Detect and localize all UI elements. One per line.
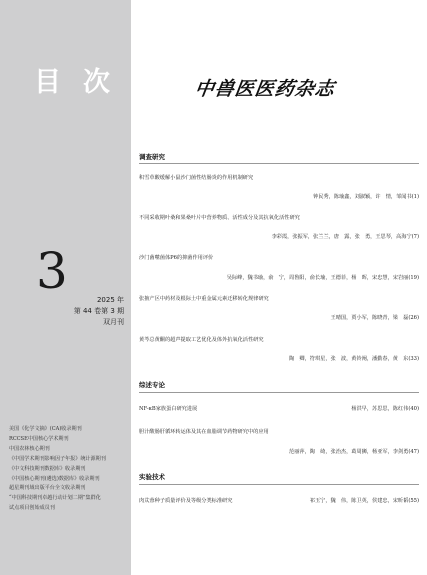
- article-authors: 范丽萍，陶 绮，张治杰，葛周狮，杨亚军，李剑勇(47): [289, 449, 419, 455]
- article-authors: 李彩霞，张振军，张兰兰，唐 露，张 勇，王思琴，高海宁(7): [271, 234, 419, 240]
- article-authors: 钟民秀，陈瑜鑫，刘淑颖，许 情，邹闻书(1): [313, 194, 419, 200]
- article-title[interactable]: 黄芩总黄酮的超声提取工艺优化及体外抗氧化活性研究: [139, 337, 264, 343]
- article-title[interactable]: 胆汁酸肠肝循环转运体及其在血脂调节药物研究中的应用: [139, 429, 269, 435]
- article-authors: 祁玉宁，魏 伟，陈卫英，侯建忠，宋昕韬(55): [309, 498, 419, 504]
- indexing-list: [9, 425, 127, 514]
- article-authors: 杨洪早，苏思思，陈红伟(40): [351, 406, 419, 412]
- indexing-item: 试点项目创始成员刊: [9, 505, 55, 512]
- issue-number: 3: [36, 242, 68, 300]
- indexing-item: 超星期刊域出版平台全文收录期刊: [9, 485, 86, 492]
- article-title[interactable]: 肉苁蓉种子质量评价及等级分类标准研究: [139, 498, 233, 504]
- article-title[interactable]: 沙门菌噬菌体P6的抑菌作用评价: [139, 255, 214, 261]
- article-authors: 王晴国，贾小军，陈晓青，梁 磊(26): [330, 315, 419, 321]
- volume-line: 第 44 卷第 3 期: [73, 307, 124, 315]
- section-heading-review: 综述专论: [139, 381, 165, 389]
- section-divider: [139, 163, 419, 164]
- article-title[interactable]: 张掖产区中药材及根际土中重金属元素迁移转化规律研究: [139, 296, 269, 302]
- article-authors: 陶 卿，符琪星，张 波，黄铃阐，潘勤春，黄 东(33): [289, 356, 419, 362]
- article-title[interactable]: 积雪草酸缓解小鼠沙门菌性结肠炎的作用机制研究: [139, 175, 254, 181]
- article-title[interactable]: NF-κB家族蛋白研究进展: [139, 406, 198, 412]
- indexing-item: RCCSE中国核心学术期刊: [9, 435, 69, 442]
- indexing-item: “中国科技期刊卓越行动计划二期”集群化: [9, 495, 101, 502]
- article-title[interactable]: 不同采收期叶桑和果桑叶片中营养物质、活性成分及其抗氧化活性研究: [139, 215, 300, 221]
- section-heading-survey: 调查研究: [139, 153, 165, 161]
- sidebar: [0, 0, 131, 575]
- toc-title: 目次: [34, 67, 132, 98]
- frequency-line: 双月刊: [103, 318, 124, 326]
- article-authors: 吴际峰，魏书瑜，俞 宁，周鲁阳，俞长瑜，王德菲，杨 晖，宋忠慧，宋岩丽(19): [226, 275, 419, 281]
- section-heading-experimental: 实验技术: [139, 473, 165, 481]
- section-divider: [139, 484, 419, 485]
- indexing-item: 《中国核心期刊(遴选)数据库》收录期刊: [9, 475, 100, 482]
- indexing-item: 美国《化学文摘》(CA)收录期刊: [9, 426, 82, 432]
- indexing-item: 中国农林核心期刊: [9, 445, 50, 452]
- section-divider: [139, 392, 419, 393]
- indexing-item: 《中国学术期刊影响因子年报》统计源期刊: [9, 455, 106, 462]
- indexing-item: 《中文科技期刊数据库》收录期刊: [9, 465, 86, 472]
- issue-info: [60, 295, 124, 328]
- journal-logo: 中兽医医药杂志: [193, 78, 337, 100]
- year-line: 2025 年: [96, 296, 124, 304]
